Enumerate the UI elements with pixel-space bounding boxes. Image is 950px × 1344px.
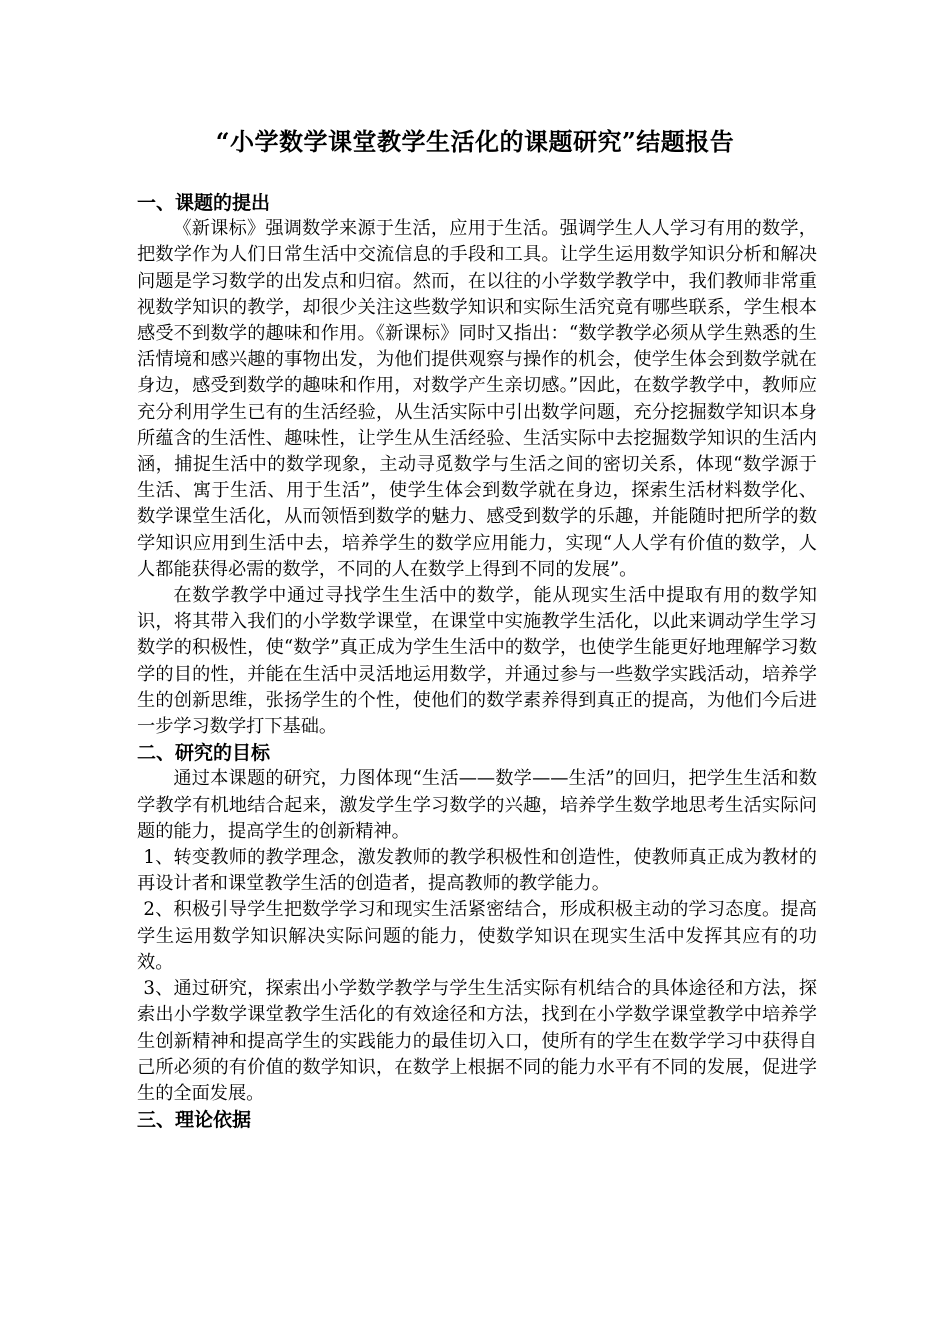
paragraph: 通过本课题的研究，力图体现“生活——数学——生活”的回归，把学生生活和数学教学有机地结合起来，激发学生学习数学的兴趣，培养学生数学地思考生活实际问题的能力，提高学生的创新精神。	[137, 768, 817, 842]
report-title: “小学数学课堂教学生活化的课题研究”结题报告	[215, 127, 735, 156]
section-heading-proposal: 一、课题的提出	[137, 192, 271, 214]
goal-item-3: 3、通过研究，探索出小学数学教学与学生生活实际有机结合的具体途径和方法，探索出小学数学课堂教学生活化的有效途径和方法，找到在小学数学课堂教学中培养学生创新精神和提高学生的实践能力的最佳切入口，使所有的学生在数学学习中获得自己所必须的有价值的数学知识，在数学上根据不同的能力水平有不同的发展，促进学生的全面发展。	[137, 978, 817, 1104]
goal-item-1: 1、转变教师的教学理念，激发教师的教学积极性和创造性，使教师真正成为教材的再设计者和课堂教学生活的创造者，提高教师的教学能力。	[137, 847, 817, 895]
paragraph: 《新课标》强调数学来源于生活，应用于生活。强调学生人人学习有用的数学，把数学作为人们日常生活中交流信息的手段和工具。让学生运用数学知识分析和解决问题是学习数学的出发点和归宿。然而，在以往的小学数学教学中，我们教师非常重视数学知识的教学，却很少关注这些数学知识和实际生活究竟有哪些联系，学生根本感受不到数学的趣味和作用。《新课标》同时又指出：“数学教学必须从学生熟悉的生活情境和感兴趣的事物出发，为他们提供观察与操作的机会，使学生体会到数学就在身边，感受到数学的趣味和作用，对数学产生亲切感。”因此，在数学教学中，教师应充分利用学生已有的生活经验，从生活实际中引出数学问题，充分挖掘数学知识本身所蕴含的生活性、趣味性，让学生从生活经验、生活实际中去挖掘数学知识的生活内涵，捕捉生活中的数学现象，主动寻觅数学与生活之间的密切关系，体现“数学源于生活、寓于生活、用于生活”，使学生体会到数学就在身边，探索生活材料数学化、数学课堂生活化，从而领悟到数学的魅力、感受到数学的乐趣，并能随时把所学的数学知识应用到生活中去，培养学生的数学应用能力，实现“人人学有价值的数学，人人都能获得必需的数学，不同的人在数学上得到不同的发展”。	[137, 218, 817, 580]
section-heading-theory: 三、理论依据	[137, 1109, 252, 1132]
paragraph: 在数学教学中通过寻找学生生活中的数学，能从现实生活中提取有用的数学知识，将其带入我们的小学数学课堂，在课堂中实施教学生活化，以此来调动学生学习数学的积极性，使“数学”真正成为学生生活中的数学，也使学生能更好地理解学习数学的目的性，并能在生活中灵活地运用数学，并通过参与一些数学实践活动，培养学生的创新思维，张扬学生的个性，使他们的数学素养得到真正的提高，为他们今后进一步学习数学打下基础。	[137, 585, 817, 738]
goal-item-2: 2、积极引导学生把数学学习和现实生活紧密结合，形成积极主动的学习态度。提高学生运用数学知识解决实际问题的能力，使数学知识在现实生活中发挥其应有的功效。	[137, 899, 817, 973]
section-heading-goals: 二、研究的目标	[137, 742, 271, 765]
report-body	[137, 190, 817, 1133]
